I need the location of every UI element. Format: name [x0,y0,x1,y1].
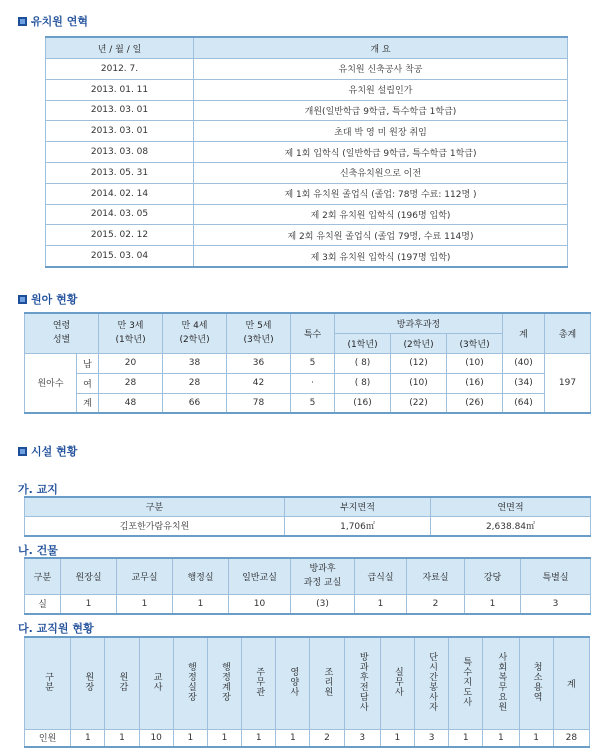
table-header-cell [25,637,71,729]
table-cell: 계 [77,393,99,413]
header-age-gender [25,313,99,353]
table-cell: (16) [335,393,391,413]
table-cell: 78 [227,393,291,413]
table-row [46,183,568,204]
table-cell: 2,638.84㎡ [431,516,591,536]
table-cell: 5 [291,393,335,413]
table-cell: 2013. 01. 11 [46,79,194,100]
table-cell: 1 [61,594,117,614]
table-row [46,121,568,142]
table-cell: 2013. 05. 31 [46,162,194,183]
table-cell: 28 [99,373,163,393]
table-header-cell: 구분 [25,558,61,594]
table-cell: (22) [391,393,447,413]
history-header-date: 년 / 월 / 일 [46,37,194,59]
history-section-title: 유치원 연혁 [18,13,88,29]
table-cell: 김포한가람유치원 [25,516,285,536]
table-row [46,204,568,225]
table-row [46,59,568,80]
cell-text: 원장 [83,671,94,692]
history-table [45,36,568,268]
table-cell: ( 8) [335,353,391,373]
cell-text: 행정계장 [220,661,230,702]
table-cell: 1 [117,594,173,614]
cell-text: 성별 [52,335,71,346]
table-header-cell [291,558,355,594]
table-row [46,79,568,100]
table-cell: (12) [391,353,447,373]
cell-text: 행정실장 [185,661,196,702]
table-header-cell [173,637,207,729]
header-age5 [227,313,291,353]
table-row [25,353,591,373]
table-cell: 인원 [25,729,71,747]
facilities-section-title: 시설 현황 [18,443,77,459]
table-header-cell: (3학년) [447,333,503,353]
table-header-cell [71,637,105,729]
cell-text: 방과후 [309,564,336,575]
header-total: 총계 [545,313,591,353]
table-cell: 1 [173,594,229,614]
table-header-cell [449,637,483,729]
table-header-cell [414,637,448,729]
table-cell: 1 [519,729,553,747]
table-cell: 1 [380,729,414,747]
table-header-cell [242,637,276,729]
table-cell: 1 [449,729,483,747]
cell-text: 교사 [151,671,162,692]
table-header-cell: 부지면적 [285,497,431,516]
table-header-cell: 급식실 [355,558,407,594]
table-cell: (34) [503,373,545,393]
table-cell: 48 [99,393,163,413]
table-cell: 3 [521,594,591,614]
table-cell: 1 [173,729,207,747]
table-header-cell [105,637,139,729]
table-cell: 10 [139,729,173,747]
cell-text: 과정 교실 [303,578,342,589]
table-cell: 1 [207,729,241,747]
table-cell: 36 [227,353,291,373]
children-table [24,312,591,414]
cell-text: 청소용역 [531,661,542,702]
table-cell: 1 [276,729,310,747]
table-header-cell: 교무실 [117,558,173,594]
table-cell: 실 [25,594,61,614]
table-cell: (26) [447,393,503,413]
cell-text: 영양사 [288,666,299,697]
table-cell: 2014. 03. 05 [46,204,194,225]
table-cell: 3 [414,729,448,747]
staff-subtitle: 다. 교직원 현황 [18,622,94,635]
table-header-cell: 계 [553,637,589,729]
table-cell: 38 [163,353,227,373]
table-cell: 제 1회 유치원 졸업식 (졸업: 78명 수료: 112명 ) [194,183,568,204]
table-cell: (16) [447,373,503,393]
table-cell: 3 [344,729,380,747]
table-cell: 제 3회 유치원 입학식 (197명 입학) [194,246,568,267]
table-cell: 2015. 03. 04 [46,246,194,267]
table-header-cell [139,637,173,729]
table-header-cell [207,637,241,729]
table-cell: 2 [407,594,465,614]
bullet-icon [18,17,27,26]
cell-text: 방과후전담사 [357,651,368,712]
table-cell: (40) [503,353,545,373]
table-cell: 28 [163,373,227,393]
cell-text: 원감 [117,671,128,692]
table-cell: 유치원 신축공사 착공 [194,59,568,80]
table-header-cell: 원장실 [61,558,117,594]
table-cell: ( 8) [335,373,391,393]
table-cell: 1,706㎡ [285,516,431,536]
table-row [25,594,591,614]
table-row [25,729,590,747]
cell-text: (1학년) [115,335,146,346]
header-age4 [163,313,227,353]
header-sum: 계 [503,313,545,353]
cell-text: 단시간봉사자 [427,651,438,712]
table-header-cell: 강당 [465,558,521,594]
table-row [46,100,568,121]
cell-text: 특수지도사 [461,656,472,707]
table-cell: 1 [355,594,407,614]
table-header-cell: 행정실 [173,558,229,594]
cell-text: 만 5세 [245,321,272,332]
table-cell: 2013. 03. 01 [46,100,194,121]
table-header-cell: 구분 [25,497,285,516]
cell-text: 만 4세 [181,321,208,332]
table-header-cell: 일반교실 [229,558,291,594]
bullet-icon [18,295,27,304]
table-cell: 1 [465,594,521,614]
table-cell: 5 [291,353,335,373]
table-row [25,373,591,393]
site-subtitle: 가. 교지 [18,483,58,496]
cell-text: 만 3세 [117,321,144,332]
table-cell: 제 2회 유치원 입학식 (196명 입학) [194,204,568,225]
grand-total: 197 [545,353,591,413]
table-cell: 1 [242,729,276,747]
header-after-school: 방과후과정 [335,313,503,333]
table-cell: (10) [447,353,503,373]
table-cell: 20 [99,353,163,373]
table-cell: 1 [105,729,139,747]
cell-text: 주무관 [254,666,265,697]
table-cell: 1 [483,729,519,747]
table-row [25,516,591,536]
cell-text: 연령 [52,321,71,332]
table-header-cell: 자료실 [407,558,465,594]
table-header-cell [519,637,553,729]
table-header-cell [276,637,310,729]
table-row [46,162,568,183]
table-header-cell [344,637,380,729]
cell-text: 실무사 [392,666,403,697]
table-cell: 여 [77,373,99,393]
table-cell: 남 [77,353,99,373]
header-age3 [99,313,163,353]
children-section-title: 원아 현황 [18,291,77,307]
cell-text: 구분 [43,671,54,692]
table-row [46,142,568,163]
table-cell: 28 [553,729,589,747]
table-cell: 제 1회 입학식 (일반학급 9학급, 특수학급 1학급) [194,142,568,163]
table-header-cell [380,637,414,729]
bullet-icon [18,447,27,456]
building-subtitle: 나. 건물 [18,544,58,557]
cell-text: (2학년) [179,335,210,346]
table-cell: (3) [291,594,355,614]
table-row [25,393,591,413]
table-row [46,246,568,267]
table-cell: 초대 박 영 미 원장 취임 [194,121,568,142]
table-cell: 10 [229,594,291,614]
history-header-summary: 개 요 [194,37,568,59]
table-header-cell: (1학년) [335,333,391,353]
table-cell: 2012. 7. [46,59,194,80]
table-cell: 2013. 03. 08 [46,142,194,163]
table-cell: 66 [163,393,227,413]
table-header-cell: 연면적 [431,497,591,516]
row-label: 원아수 [25,353,77,413]
table-cell: · [291,373,335,393]
table-cell: 2014. 02. 14 [46,183,194,204]
table-header-cell [483,637,519,729]
table-cell: 2015. 02. 12 [46,225,194,246]
table-cell: 유치원 설립인가 [194,79,568,100]
cell-text: 조리원 [322,666,333,697]
table-cell: 2 [310,729,344,747]
table-header-cell [310,637,344,729]
table-cell: (10) [391,373,447,393]
table-cell: 제 2회 유치원 졸업식 (졸업 79명, 수료 114명) [194,225,568,246]
table-cell: 개원(일반학급 9학급, 특수학급 1학급) [194,100,568,121]
site-table [24,496,591,537]
table-cell: 1 [71,729,105,747]
building-table [24,557,591,615]
staff-table [24,636,590,748]
cell-text: (3학년) [243,335,274,346]
table-row [46,225,568,246]
table-header-cell: (2학년) [391,333,447,353]
header-special: 특수 [291,313,335,353]
table-cell: 2013. 03. 01 [46,121,194,142]
table-cell: (64) [503,393,545,413]
table-cell: 신축유치원으로 이전 [194,162,568,183]
cell-text: 사회복무요원 [496,651,507,712]
table-cell: 42 [227,373,291,393]
table-header-cell: 특별실 [521,558,591,594]
